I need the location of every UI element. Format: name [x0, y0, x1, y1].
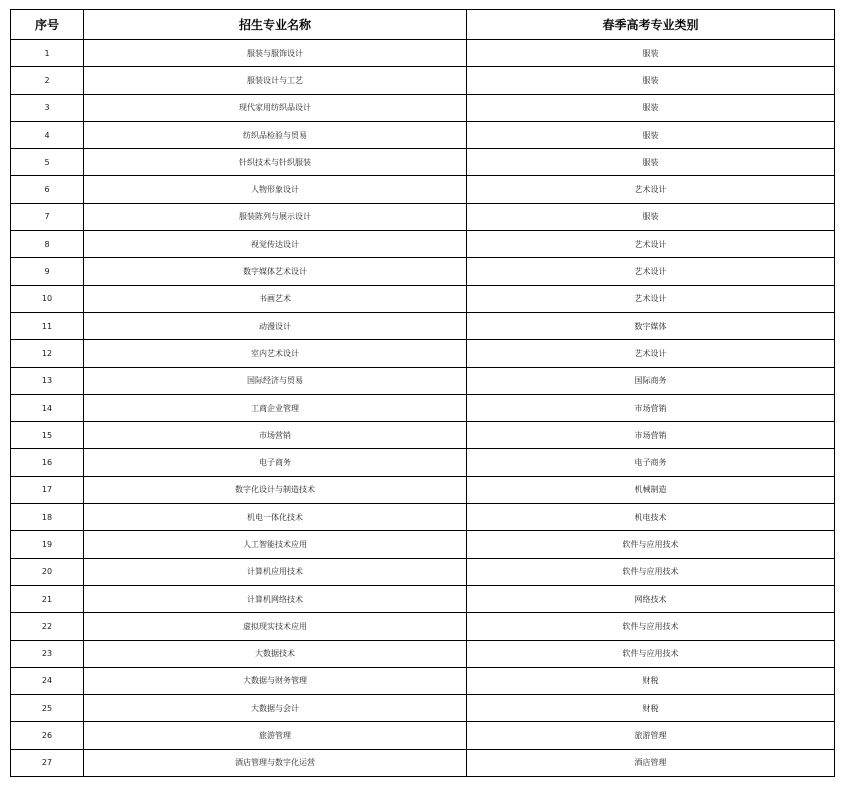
- cell-index: 18: [11, 504, 84, 531]
- cell-major-name: 现代家用纺织品设计: [84, 94, 467, 121]
- cell-category: 服装: [467, 149, 835, 176]
- cell-index: 13: [11, 367, 84, 394]
- cell-major-name: 机电一体化技术: [84, 504, 467, 531]
- cell-index: 23: [11, 640, 84, 667]
- cell-index: 20: [11, 558, 84, 585]
- cell-index: 9: [11, 258, 84, 285]
- table-row: [11, 203, 835, 230]
- cell-major-name: 虚拟现实技术应用: [84, 613, 467, 640]
- cell-category: 国际商务: [467, 367, 835, 394]
- cell-index: 8: [11, 231, 84, 258]
- cell-major-name: 视觉传达设计: [84, 231, 467, 258]
- table-row: [11, 394, 835, 421]
- table-row: [11, 176, 835, 203]
- cell-index: 14: [11, 394, 84, 421]
- cell-index: 4: [11, 121, 84, 148]
- cell-major-name: 国际经济与贸易: [84, 367, 467, 394]
- table-row: [11, 285, 835, 312]
- cell-major-name: 服装设计与工艺: [84, 67, 467, 94]
- cell-major-name: 酒店管理与数字化运营: [84, 749, 467, 776]
- cell-major-name: 大数据与会计: [84, 695, 467, 722]
- cell-category: 市场营销: [467, 394, 835, 421]
- cell-major-name: 计算机应用技术: [84, 558, 467, 585]
- cell-major-name: 服装陈列与展示设计: [84, 203, 467, 230]
- cell-index: 25: [11, 695, 84, 722]
- cell-category: 服装: [467, 40, 835, 67]
- table-row: [11, 531, 835, 558]
- cell-index: 2: [11, 67, 84, 94]
- cell-index: 7: [11, 203, 84, 230]
- cell-category: 机电技术: [467, 504, 835, 531]
- table-row: [11, 40, 835, 67]
- cell-index: 12: [11, 340, 84, 367]
- cell-index: 27: [11, 749, 84, 776]
- header-index: 序号: [11, 10, 84, 40]
- header-category: 春季高考专业类别: [467, 10, 835, 40]
- cell-category: 服装: [467, 203, 835, 230]
- cell-category: 软件与应用技术: [467, 640, 835, 667]
- table-row: [11, 149, 835, 176]
- cell-major-name: 室内艺术设计: [84, 340, 467, 367]
- table-row: [11, 340, 835, 367]
- cell-index: 1: [11, 40, 84, 67]
- cell-category: 软件与应用技术: [467, 558, 835, 585]
- cell-index: 6: [11, 176, 84, 203]
- table-row: [11, 667, 835, 694]
- table-row: [11, 585, 835, 612]
- cell-category: 服装: [467, 121, 835, 148]
- cell-category: 机械制造: [467, 476, 835, 503]
- cell-category: 艺术设计: [467, 176, 835, 203]
- cell-index: 21: [11, 585, 84, 612]
- cell-major-name: 书画艺术: [84, 285, 467, 312]
- cell-category: 数字媒体: [467, 312, 835, 339]
- cell-major-name: 计算机网络技术: [84, 585, 467, 612]
- cell-index: 5: [11, 149, 84, 176]
- cell-index: 17: [11, 476, 84, 503]
- cell-major-name: 服装与服饰设计: [84, 40, 467, 67]
- table-row: [11, 640, 835, 667]
- cell-index: 11: [11, 312, 84, 339]
- cell-index: 24: [11, 667, 84, 694]
- cell-category: 旅游管理: [467, 722, 835, 749]
- cell-category: 网络技术: [467, 585, 835, 612]
- cell-category: 艺术设计: [467, 258, 835, 285]
- cell-major-name: 纺织品检验与贸易: [84, 121, 467, 148]
- cell-index: 10: [11, 285, 84, 312]
- cell-major-name: 旅游管理: [84, 722, 467, 749]
- cell-index: 26: [11, 722, 84, 749]
- cell-category: 艺术设计: [467, 340, 835, 367]
- table-row: [11, 258, 835, 285]
- cell-category: 酒店管理: [467, 749, 835, 776]
- cell-category: 财税: [467, 695, 835, 722]
- cell-major-name: 工商企业管理: [84, 394, 467, 421]
- cell-index: 22: [11, 613, 84, 640]
- cell-major-name: 针织技术与针织服装: [84, 149, 467, 176]
- table-row: [11, 613, 835, 640]
- table-row: [11, 695, 835, 722]
- cell-major-name: 人物形象设计: [84, 176, 467, 203]
- cell-major-name: 数字媒体艺术设计: [84, 258, 467, 285]
- table-row: [11, 367, 835, 394]
- cell-category: 服装: [467, 94, 835, 121]
- cell-index: 16: [11, 449, 84, 476]
- header-row: [11, 10, 835, 40]
- cell-major-name: 市场营销: [84, 422, 467, 449]
- cell-index: 3: [11, 94, 84, 121]
- cell-category: 服装: [467, 67, 835, 94]
- table-row: [11, 722, 835, 749]
- header-major-name: 招生专业名称: [84, 10, 467, 40]
- table-row: [11, 449, 835, 476]
- cell-category: 电子商务: [467, 449, 835, 476]
- table-row: [11, 749, 835, 776]
- table-row: [11, 312, 835, 339]
- cell-major-name: 电子商务: [84, 449, 467, 476]
- table-row: [11, 558, 835, 585]
- cell-category: 市场营销: [467, 422, 835, 449]
- cell-major-name: 动漫设计: [84, 312, 467, 339]
- table-body: [11, 40, 835, 777]
- cell-category: 艺术设计: [467, 285, 835, 312]
- cell-category: 软件与应用技术: [467, 613, 835, 640]
- table-row: [11, 94, 835, 121]
- cell-major-name: 大数据技术: [84, 640, 467, 667]
- cell-category: 软件与应用技术: [467, 531, 835, 558]
- majors-table: [10, 9, 835, 777]
- cell-category: 财税: [467, 667, 835, 694]
- cell-major-name: 数字化设计与制造技术: [84, 476, 467, 503]
- cell-major-name: 大数据与财务管理: [84, 667, 467, 694]
- table-row: [11, 231, 835, 258]
- cell-major-name: 人工智能技术应用: [84, 531, 467, 558]
- table-row: [11, 504, 835, 531]
- table-row: [11, 422, 835, 449]
- cell-category: 艺术设计: [467, 231, 835, 258]
- cell-index: 15: [11, 422, 84, 449]
- table-row: [11, 476, 835, 503]
- cell-index: 19: [11, 531, 84, 558]
- table-row: [11, 121, 835, 148]
- table-row: [11, 67, 835, 94]
